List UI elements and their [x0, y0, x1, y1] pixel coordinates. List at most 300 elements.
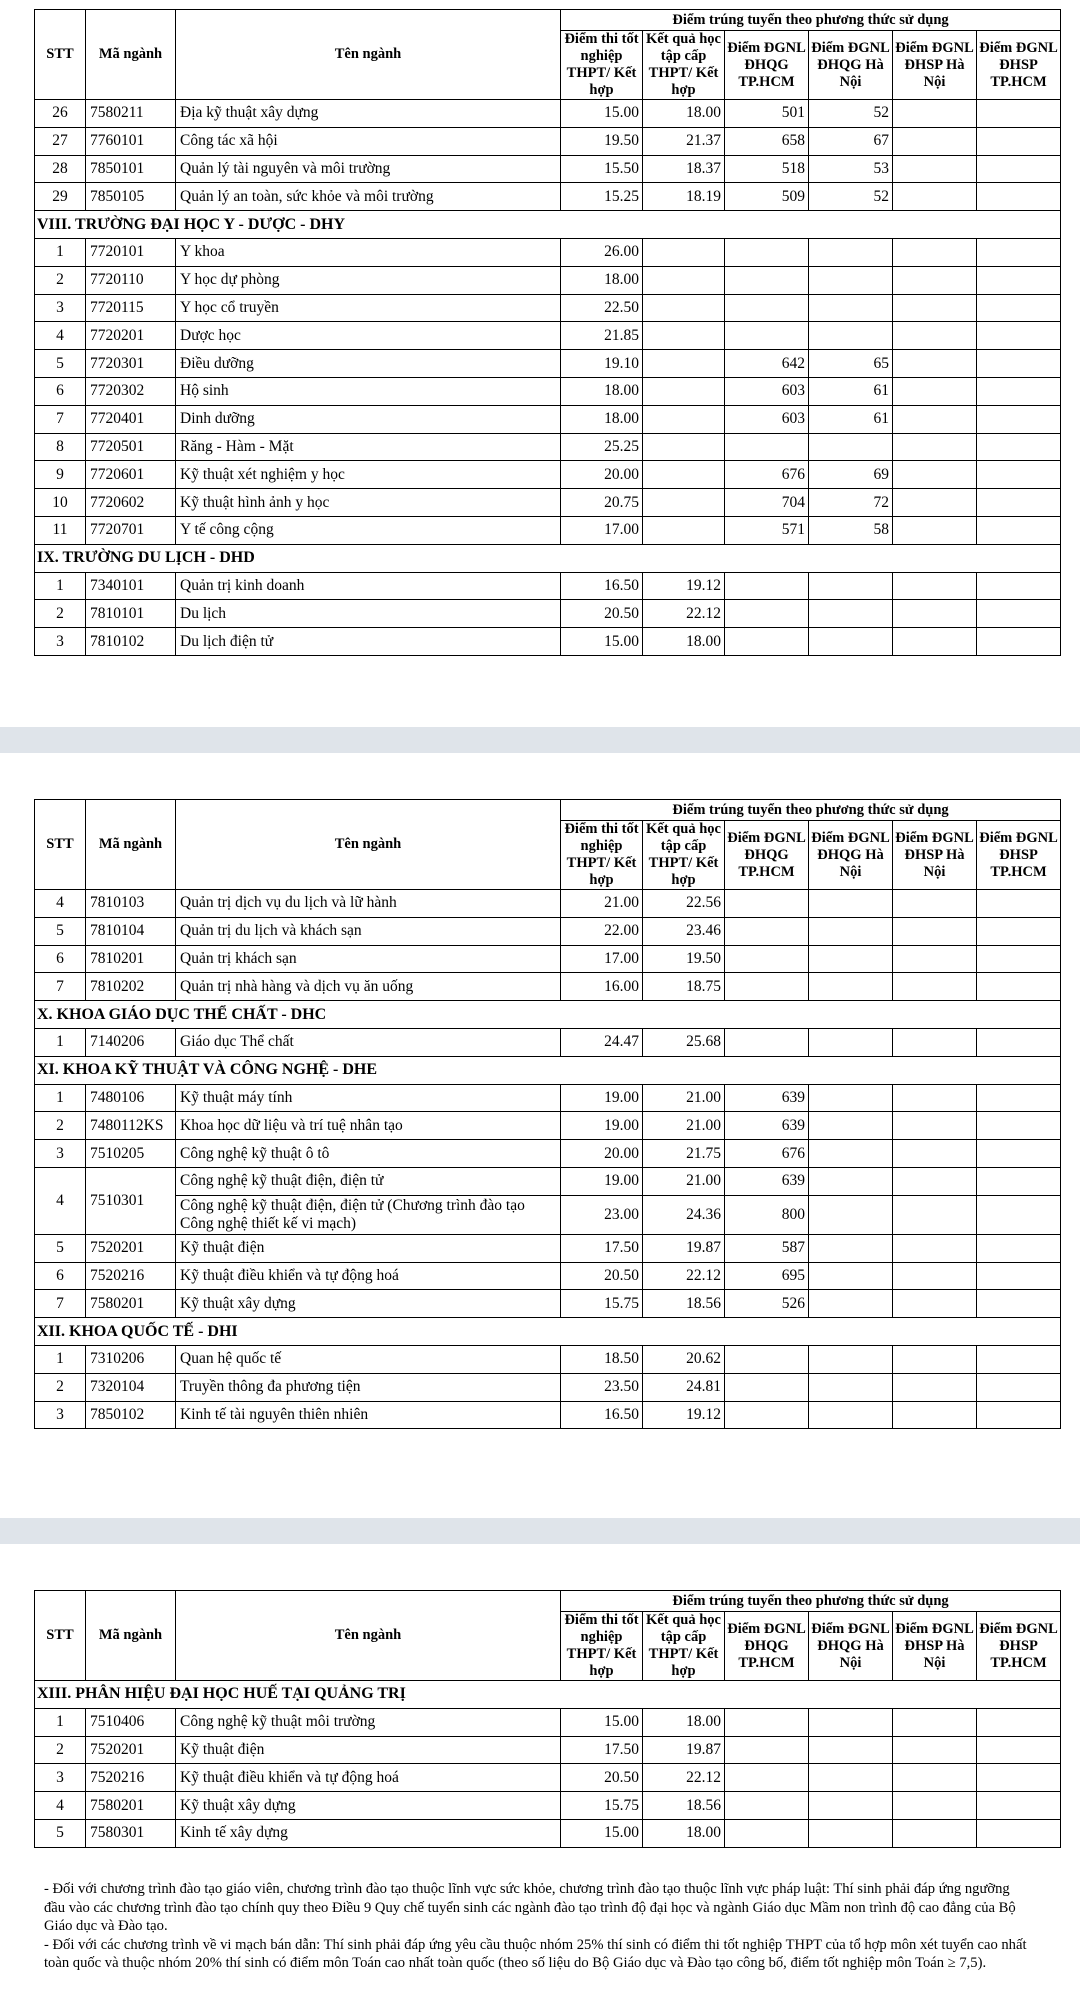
- table-row: [35, 600, 1061, 628]
- cell-ma-nganh: 7810202: [86, 973, 176, 1001]
- cell-c1: 15.00: [561, 1708, 643, 1736]
- cell-c2: [643, 461, 725, 489]
- header-c4: Điểm ĐGNL ĐHQG Hà Nội: [809, 1612, 893, 1681]
- cell-c6: [977, 1234, 1061, 1262]
- header-group: Điểm trúng tuyển theo phương thức sử dụng: [561, 1591, 1061, 1612]
- cell-c3: 603: [725, 377, 809, 405]
- cell-c6: [977, 1084, 1061, 1112]
- cell-c5: [893, 155, 977, 183]
- admission-table-3: [34, 1590, 1061, 1848]
- cell-c4: [809, 973, 893, 1001]
- table-row: [35, 238, 1061, 266]
- cell-ten-nganh: Y tế công cộng: [176, 516, 561, 544]
- cell-ten-nganh: Quản trị kinh doanh: [176, 572, 561, 600]
- cell-ma-nganh: 7510406: [86, 1708, 176, 1736]
- cell-c4: [809, 1140, 893, 1168]
- cell-c4: [809, 1736, 893, 1764]
- cell-c1: 19.00: [561, 1112, 643, 1140]
- cell-c1: 21.00: [561, 890, 643, 918]
- cell-c6: [977, 1167, 1061, 1195]
- cell-c5: [893, 100, 977, 128]
- cell-stt: 2: [35, 1112, 86, 1140]
- cell-ma-nganh: 7810201: [86, 945, 176, 973]
- cell-ten-nganh: Quản trị dịch vụ du lịch và lữ hành: [176, 890, 561, 918]
- cell-c3: 587: [725, 1234, 809, 1262]
- cell-c6: [977, 155, 1061, 183]
- cell-c2: 20.62: [643, 1345, 725, 1373]
- cell-ten-nganh: Y học cổ truyền: [176, 294, 561, 322]
- cell-c3: [725, 890, 809, 918]
- table-row: [35, 917, 1061, 945]
- cell-c6: [977, 350, 1061, 378]
- cell-c2: 19.12: [643, 572, 725, 600]
- cell-c1: 15.75: [561, 1290, 643, 1318]
- cell-c5: [893, 350, 977, 378]
- cell-ten-nganh: Dinh dưỡng: [176, 405, 561, 433]
- header-c5: Điểm ĐGNL ĐHSP Hà Nội: [893, 821, 977, 890]
- cell-c2: 21.00: [643, 1112, 725, 1140]
- cell-ten-nganh: Truyền thông đa phương tiện: [176, 1373, 561, 1401]
- cell-ma-nganh: 7580201: [86, 1290, 176, 1318]
- cell-c1: 15.00: [561, 628, 643, 656]
- table-row: [35, 294, 1061, 322]
- cell-stt: 5: [35, 350, 86, 378]
- cell-ten-nganh: Hộ sinh: [176, 377, 561, 405]
- cell-c2: 18.37: [643, 155, 725, 183]
- table-row: [35, 1736, 1061, 1764]
- cell-stt: 3: [35, 1401, 86, 1429]
- cell-c1: 17.00: [561, 516, 643, 544]
- table-row: [35, 322, 1061, 350]
- page-separator: [0, 1518, 1080, 1544]
- header-stt: STT: [35, 800, 86, 890]
- cell-c6: [977, 322, 1061, 350]
- cell-c2: 22.56: [643, 890, 725, 918]
- table-row: [35, 1345, 1061, 1373]
- cell-c3: 658: [725, 127, 809, 155]
- cell-c5: [893, 917, 977, 945]
- cell-c4: 61: [809, 405, 893, 433]
- cell-c3: [725, 1819, 809, 1847]
- cell-c4: 52: [809, 183, 893, 211]
- cell-c5: [893, 600, 977, 628]
- cell-ten-nganh: Kỹ thuật điện: [176, 1736, 561, 1764]
- table-header: [35, 800, 1061, 890]
- table-page-2: [0, 753, 1080, 1518]
- footnote: - Đối với các chương trình về vi mạch bán dẫn: Thí sinh phải đáp ứng yêu cầu thuộc nhóm 25% thí sinh có điểm thi tốt nghiệp THPT của tổ hợp môn xét tuyển cao nhất toàn quốc và thuộc nhóm 20% thí sinh có điểm môn Toán cao nhất toàn quốc (theo số liệu do Bộ Giáo dục và Đào tạo công bố, điểm tốt nghiệp môn Toán ≥ 7,5).: [44, 1936, 1027, 1971]
- cell-c3: 642: [725, 350, 809, 378]
- cell-c2: [643, 266, 725, 294]
- table-row: [35, 155, 1061, 183]
- cell-stt: 1: [35, 1028, 86, 1056]
- cell-ten-nganh: Quan hệ quốc tế: [176, 1345, 561, 1373]
- cell-c2: 21.75: [643, 1140, 725, 1168]
- cell-c4: [809, 572, 893, 600]
- cell-stt: 4: [35, 890, 86, 918]
- cell-c4: [809, 1167, 893, 1195]
- cell-ten-nganh: Kỹ thuật xét nghiệm y học: [176, 461, 561, 489]
- table-row: [35, 628, 1061, 656]
- cell-c3: [725, 1764, 809, 1792]
- section-row: [35, 1318, 1061, 1346]
- header-ten-nganh: Tên ngành: [176, 10, 561, 100]
- cell-c2: [643, 433, 725, 461]
- cell-c3: [725, 572, 809, 600]
- table-row: [35, 433, 1061, 461]
- cell-c2: 22.12: [643, 1262, 725, 1290]
- cell-c3: 676: [725, 461, 809, 489]
- cell-stt: 11: [35, 516, 86, 544]
- cell-c2: 19.50: [643, 945, 725, 973]
- table-row: [35, 1112, 1061, 1140]
- cell-c6: [977, 1401, 1061, 1429]
- cell-c1: 16.50: [561, 1401, 643, 1429]
- table-row: [35, 127, 1061, 155]
- cell-c1: 24.47: [561, 1028, 643, 1056]
- cell-c1: 17.50: [561, 1736, 643, 1764]
- table-header: [35, 10, 1061, 100]
- cell-stt: 3: [35, 628, 86, 656]
- table-row: [35, 516, 1061, 544]
- cell-ma-nganh: 7720602: [86, 489, 176, 517]
- cell-c5: [893, 628, 977, 656]
- table-row: [35, 489, 1061, 517]
- cell-c6: [977, 1140, 1061, 1168]
- cell-ma-nganh: 7720302: [86, 377, 176, 405]
- cell-c4: [809, 1792, 893, 1820]
- cell-stt: 29: [35, 183, 86, 211]
- cell-ten-nganh: Kỹ thuật xây dựng: [176, 1290, 561, 1318]
- cell-stt: 2: [35, 1373, 86, 1401]
- cell-ma-nganh: 7720301: [86, 350, 176, 378]
- cell-c5: [893, 266, 977, 294]
- header-group: Điểm trúng tuyển theo phương thức sử dụng: [561, 800, 1061, 821]
- header-c2: Kết quả học tập cấp THPT/ Kết hợp: [643, 31, 725, 100]
- cell-c5: [893, 1764, 977, 1792]
- table-row: [35, 1373, 1061, 1401]
- cell-stt: 3: [35, 1140, 86, 1168]
- cell-c1: 22.00: [561, 917, 643, 945]
- table-row: [35, 266, 1061, 294]
- section-row: [35, 1056, 1061, 1084]
- cell-ten-nganh: Kỹ thuật điều khiển và tự động hoá: [176, 1764, 561, 1792]
- cell-ten-nganh: Quản trị khách sạn: [176, 945, 561, 973]
- cell-c4: 72: [809, 489, 893, 517]
- cell-c3: 639: [725, 1167, 809, 1195]
- cell-c2: [643, 405, 725, 433]
- cell-c2: 22.12: [643, 600, 725, 628]
- cell-c1: 18.00: [561, 405, 643, 433]
- cell-c6: [977, 266, 1061, 294]
- cell-stt: 9: [35, 461, 86, 489]
- cell-c1: 20.00: [561, 1140, 643, 1168]
- cell-c1: 17.50: [561, 1234, 643, 1262]
- cell-c3: [725, 945, 809, 973]
- table-row: [35, 1028, 1061, 1056]
- cell-c4: 53: [809, 155, 893, 183]
- table-row: [35, 572, 1061, 600]
- cell-c3: 526: [725, 1290, 809, 1318]
- cell-c1: 20.75: [561, 489, 643, 517]
- cell-c6: [977, 1373, 1061, 1401]
- cell-c4: [809, 1290, 893, 1318]
- cell-c6: [977, 572, 1061, 600]
- cell-c1: 20.50: [561, 600, 643, 628]
- table-row: [35, 890, 1061, 918]
- cell-ten-nganh: Công nghệ kỹ thuật ô tô: [176, 1140, 561, 1168]
- header-c1: Điểm thi tốt nghiệp THPT/ Kết hợp: [561, 821, 643, 890]
- cell-c5: [893, 489, 977, 517]
- cell-ma-nganh: 7520201: [86, 1234, 176, 1262]
- cell-c3: 676: [725, 1140, 809, 1168]
- cell-c6: [977, 377, 1061, 405]
- cell-stt: 6: [35, 377, 86, 405]
- cell-c1: 15.00: [561, 100, 643, 128]
- section-row: [35, 1001, 1061, 1029]
- cell-ma-nganh: 7310206: [86, 1345, 176, 1373]
- admission-table-2: [34, 799, 1061, 1429]
- header-ma-nganh: Mã ngành: [86, 800, 176, 890]
- cell-c4: [809, 238, 893, 266]
- cell-stt: 3: [35, 1764, 86, 1792]
- header-ma-nganh: Mã ngành: [86, 10, 176, 100]
- cell-ten-nganh: Địa kỹ thuật xây dựng: [176, 100, 561, 128]
- cell-ma-nganh: 7140206: [86, 1028, 176, 1056]
- table-page-1: [0, 0, 1080, 727]
- cell-c4: 67: [809, 127, 893, 155]
- cell-ten-nganh: Răng - Hàm - Mặt: [176, 433, 561, 461]
- table-row: [35, 405, 1061, 433]
- cell-c3: [725, 1708, 809, 1736]
- cell-ma-nganh: 7720115: [86, 294, 176, 322]
- cell-ma-nganh: 7520216: [86, 1262, 176, 1290]
- section-title: XIII. PHÂN HIỆU ĐẠI HỌC HUẾ TẠI QUẢNG TRỊ: [35, 1681, 1061, 1709]
- cell-c2: [643, 294, 725, 322]
- cell-c3: 800: [725, 1195, 809, 1234]
- cell-c4: [809, 917, 893, 945]
- table-row: [35, 1819, 1061, 1847]
- cell-stt: 5: [35, 1234, 86, 1262]
- cell-stt: 6: [35, 1262, 86, 1290]
- cell-c5: [893, 1084, 977, 1112]
- cell-c3: 518: [725, 155, 809, 183]
- cell-c1: 20.50: [561, 1764, 643, 1792]
- cell-ten-nganh: Kỹ thuật máy tính: [176, 1084, 561, 1112]
- cell-c2: [643, 516, 725, 544]
- cell-c6: [977, 1112, 1061, 1140]
- table-row: [35, 1290, 1061, 1318]
- footnote: - Đối với chương trình đào tạo giáo viên, chương trình đào tạo thuộc lĩnh vực sức khỏe, chương trình đào tạo thuộc lĩnh vực pháp luật: Thí sinh phải đáp ứng ngưỡng đầu vào các chương trình đào tạo chính quy theo Điều 9 Quy chế tuyển sinh các ngành đào tạo trình độ đại học và ngành Giáo dục Mầm non trình độ cao đẳng của Bộ Giáo dục và Đào tạo.: [44, 1881, 1016, 1934]
- table-page-3: [0, 1544, 1080, 2010]
- table-row: [35, 1140, 1061, 1168]
- cell-c2: 19.87: [643, 1234, 725, 1262]
- cell-c5: [893, 572, 977, 600]
- cell-c1: 20.50: [561, 1262, 643, 1290]
- header-c1: Điểm thi tốt nghiệp THPT/ Kết hợp: [561, 31, 643, 100]
- cell-c5: [893, 1736, 977, 1764]
- cell-c2: 23.46: [643, 917, 725, 945]
- cell-c2: 18.00: [643, 628, 725, 656]
- header-ten-nganh: Tên ngành: [176, 1591, 561, 1681]
- table-row: [35, 1262, 1061, 1290]
- cell-c5: [893, 1345, 977, 1373]
- table-row: [35, 1084, 1061, 1112]
- cell-ma-nganh: 7760101: [86, 127, 176, 155]
- cell-ma-nganh: 7580301: [86, 1819, 176, 1847]
- header-c5: Điểm ĐGNL ĐHSP Hà Nội: [893, 31, 977, 100]
- cell-ma-nganh: 7850102: [86, 1401, 176, 1429]
- cell-c4: [809, 628, 893, 656]
- table-row: [35, 973, 1061, 1001]
- header-ma-nganh: Mã ngành: [86, 1591, 176, 1681]
- cell-c6: [977, 1764, 1061, 1792]
- cell-c1: 15.00: [561, 1819, 643, 1847]
- cell-c5: [893, 127, 977, 155]
- cell-stt: 1: [35, 1345, 86, 1373]
- section-title: XII. KHOA QUỐC TẾ - DHI: [35, 1318, 1061, 1346]
- cell-c5: [893, 945, 977, 973]
- cell-c2: 18.00: [643, 100, 725, 128]
- cell-stt: 27: [35, 127, 86, 155]
- cell-c5: [893, 183, 977, 211]
- cell-c4: 52: [809, 100, 893, 128]
- section-title: XI. KHOA KỸ THUẬT VÀ CÔNG NGHỆ - DHE: [35, 1056, 1061, 1084]
- cell-c6: [977, 516, 1061, 544]
- cell-ten-nganh: Giáo dục Thể chất: [176, 1028, 561, 1056]
- cell-c4: [809, 322, 893, 350]
- cell-c6: [977, 461, 1061, 489]
- table-row: [35, 1792, 1061, 1820]
- cell-ma-nganh: 7520201: [86, 1736, 176, 1764]
- cell-c1: 17.00: [561, 945, 643, 973]
- cell-c3: [725, 433, 809, 461]
- cell-c5: [893, 973, 977, 1001]
- section-title: X. KHOA GIÁO DỤC THỂ CHẤT - DHC: [35, 1001, 1061, 1029]
- header-c2: Kết quả học tập cấp THPT/ Kết hợp: [643, 821, 725, 890]
- cell-ten-nganh: Kinh tế xây dựng: [176, 1819, 561, 1847]
- cell-c3: 704: [725, 489, 809, 517]
- cell-c2: [643, 238, 725, 266]
- cell-stt: 5: [35, 917, 86, 945]
- cell-c3: [725, 628, 809, 656]
- cell-ten-nganh: Quản trị nhà hàng và dịch vụ ăn uống: [176, 973, 561, 1001]
- cell-c4: [809, 1373, 893, 1401]
- cell-ma-nganh: 7720701: [86, 516, 176, 544]
- cell-c2: 18.75: [643, 973, 725, 1001]
- cell-ma-nganh: 7520216: [86, 1764, 176, 1792]
- cell-c2: 25.68: [643, 1028, 725, 1056]
- cell-ten-nganh: Công nghệ kỹ thuật điện, điện tử (Chương trình đào tạo Công nghệ thiết kế vi mạch): [176, 1195, 561, 1234]
- cell-c3: 509: [725, 183, 809, 211]
- cell-c5: [893, 377, 977, 405]
- section-row: [35, 544, 1061, 572]
- cell-c5: [893, 1708, 977, 1736]
- header-group: Điểm trúng tuyển theo phương thức sử dụng: [561, 10, 1061, 31]
- header-c6: Điểm ĐGNL ĐHSP TP.HCM: [977, 31, 1061, 100]
- cell-stt: 10: [35, 489, 86, 517]
- cell-c5: [893, 1140, 977, 1168]
- table-row: [35, 461, 1061, 489]
- cell-c1: 23.00: [561, 1195, 643, 1234]
- cell-stt: 6: [35, 945, 86, 973]
- cell-c1: 18.50: [561, 1345, 643, 1373]
- cell-c5: [893, 322, 977, 350]
- page-separator: [0, 727, 1080, 753]
- cell-c5: [893, 461, 977, 489]
- cell-stt: 1: [35, 1708, 86, 1736]
- cell-c6: [977, 1345, 1061, 1373]
- cell-c5: [893, 1819, 977, 1847]
- cell-c3: [725, 1028, 809, 1056]
- cell-c5: [893, 294, 977, 322]
- cell-ma-nganh: 7480112KS: [86, 1112, 176, 1140]
- cell-stt: 1: [35, 238, 86, 266]
- cell-c1: 19.00: [561, 1167, 643, 1195]
- cell-c4: [809, 1401, 893, 1429]
- cell-c2: 21.00: [643, 1167, 725, 1195]
- cell-c6: [977, 294, 1061, 322]
- cell-c3: 501: [725, 100, 809, 128]
- cell-ten-nganh: Y học dự phòng: [176, 266, 561, 294]
- cell-c3: 639: [725, 1112, 809, 1140]
- cell-c1: 16.50: [561, 572, 643, 600]
- cell-stt: 2: [35, 266, 86, 294]
- cell-c4: [809, 1195, 893, 1234]
- cell-c4: [809, 890, 893, 918]
- admission-table-1: [34, 9, 1061, 656]
- cell-c6: [977, 917, 1061, 945]
- cell-c1: 22.50: [561, 294, 643, 322]
- cell-stt: 28: [35, 155, 86, 183]
- cell-ma-nganh: 7850101: [86, 155, 176, 183]
- cell-c4: 58: [809, 516, 893, 544]
- cell-ma-nganh: 7580211: [86, 100, 176, 128]
- cell-c4: [809, 294, 893, 322]
- cell-ten-nganh: Kỹ thuật điện: [176, 1234, 561, 1262]
- cell-ten-nganh: Khoa học dữ liệu và trí tuệ nhân tạo: [176, 1112, 561, 1140]
- table-row: [35, 1708, 1061, 1736]
- cell-c5: [893, 890, 977, 918]
- cell-c3: 571: [725, 516, 809, 544]
- cell-c3: [725, 1345, 809, 1373]
- cell-c4: [809, 1112, 893, 1140]
- cell-ma-nganh: 7580201: [86, 1792, 176, 1820]
- cell-stt: 2: [35, 600, 86, 628]
- cell-c6: [977, 1819, 1061, 1847]
- cell-ma-nganh: 7720101: [86, 238, 176, 266]
- header-c3: Điểm ĐGNL ĐHQG TP.HCM: [725, 31, 809, 100]
- cell-c5: [893, 1112, 977, 1140]
- table-row: [35, 1167, 1061, 1195]
- cell-c2: 18.56: [643, 1290, 725, 1318]
- cell-ten-nganh: Du lịch điện tử: [176, 628, 561, 656]
- cell-ten-nganh: Kỹ thuật xây dựng: [176, 1792, 561, 1820]
- cell-c6: [977, 945, 1061, 973]
- section-title: VIII. TRƯỜNG ĐẠI HỌC Y - DƯỢC - DHY: [35, 211, 1061, 239]
- cell-c3: 603: [725, 405, 809, 433]
- cell-c2: 18.56: [643, 1792, 725, 1820]
- cell-ma-nganh: 7510205: [86, 1140, 176, 1168]
- table-row: [35, 1234, 1061, 1262]
- cell-ma-nganh: 7340101: [86, 572, 176, 600]
- cell-ma-nganh: 7810102: [86, 628, 176, 656]
- cell-c5: [893, 516, 977, 544]
- cell-c5: [893, 1167, 977, 1195]
- header-c3: Điểm ĐGNL ĐHQG TP.HCM: [725, 1612, 809, 1681]
- cell-c4: [809, 1764, 893, 1792]
- cell-c1: 18.00: [561, 377, 643, 405]
- cell-c1: 21.85: [561, 322, 643, 350]
